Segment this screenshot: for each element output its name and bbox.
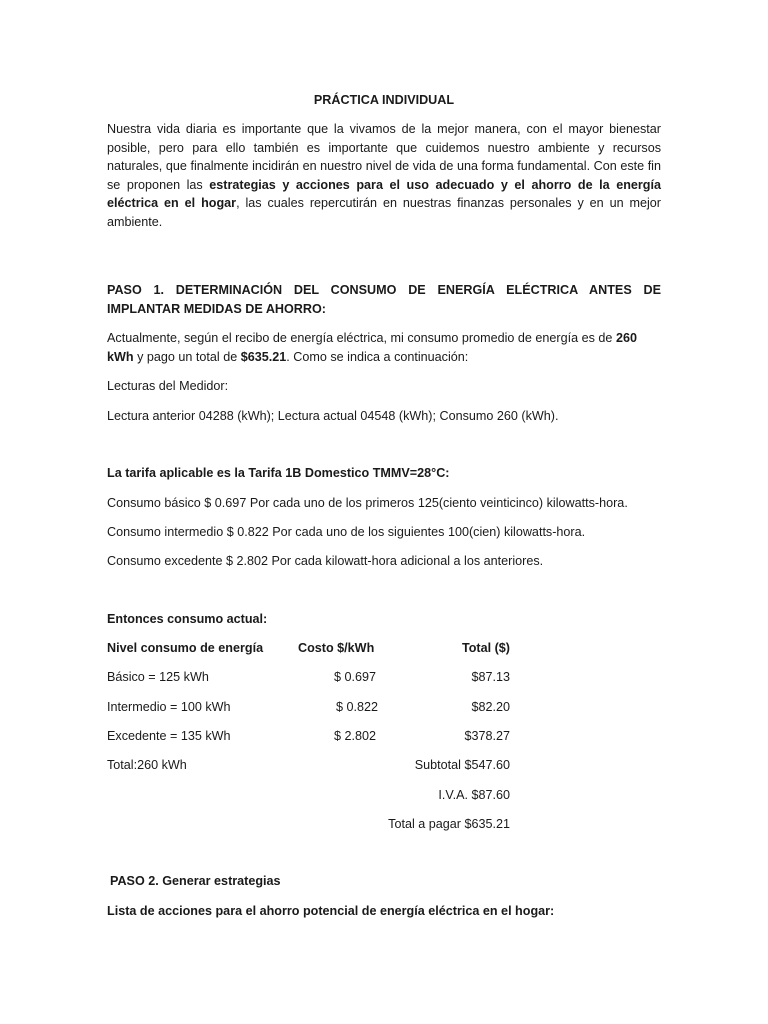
intro-text-2: , las cuales repercutirán en nuestras finanzas personales y en un mejor ambiente. (107, 196, 661, 229)
tarifa-line: Consumo excedente $ 2.802 Por cada kilowatt-hora adicional a los anteriores. (107, 554, 544, 568)
table-cell: Intermedio = 100 kWh (107, 700, 231, 714)
table-header: Nivel consumo de energía (107, 641, 264, 655)
paso2-heading: PASO 2. Generar estrategias (110, 874, 281, 888)
tarifa-title: La tarifa aplicable es la Tarifa 1B Domestico TMMV=28°C: (107, 466, 450, 480)
paso1-text-b: y pago un total de (133, 349, 241, 364)
lecturas-text: Lectura anterior 04288 (kWh); Lectura actual 04548 (kWh); Consumo 260 (kWh). (107, 409, 559, 423)
table-cell: $87.13 (471, 670, 510, 684)
paso1-paragraph (107, 329, 661, 366)
paso1-text-a: Actualmente, según el recibo de energía eléctrica, mi consumo promedio de energía es de (107, 331, 616, 345)
table-cell: $ 2.802 (333, 729, 376, 743)
table-cell: $82.20 (471, 700, 510, 714)
paso2-list-title: Lista de acciones para el ahorro potencial de energía eléctrica en el hogar: (107, 904, 555, 918)
intro-text-bold: estrategias y acciones para el uso adecuado y el ahorro de la energía eléctrica en el hogar (107, 177, 661, 211)
tarifa-line: Consumo intermedio $ 0.822 Por cada uno de los siguientes 100(cien) kilowatts-hora. (107, 525, 586, 539)
paso1-kwh: 260 kWh (107, 331, 637, 364)
table-cell: $378.27 (464, 729, 510, 743)
table-cell: $ 0.822 (335, 700, 378, 714)
intro-paragraph (107, 120, 661, 232)
table-header: Costo $/kWh (298, 641, 375, 655)
consumo-heading: Entonces consumo actual: (107, 612, 268, 626)
total-a-pagar: Total a pagar $635.21 (388, 817, 510, 831)
lecturas-title: Lecturas del Medidor: (107, 379, 229, 393)
tarifa-line: Consumo básico $ 0.697 Por cada uno de los primeros 125(ciento veinticinco) kilowatts-hora. (107, 496, 628, 510)
paso1-total: $635.21 (240, 349, 287, 364)
table-cell: Excedente = 135 kWh (107, 729, 231, 743)
paso1-heading: PASO 1. DETERMINACIÓN DEL CONSUMO DE ENERGÍA ELÉCTRICA ANTES DE IMPLANTAR MEDIDAS DE AHORRO: (107, 283, 661, 316)
subtotal: Subtotal $547.60 (414, 758, 510, 772)
paso1-text-c: . Como se indica a continuación: (286, 349, 469, 364)
total-kwh: Total:260 kWh (107, 758, 187, 772)
intro-text-1: Nuestra vida diaria es importante que la vivamos de la mejor manera, con el mayor bienestar posible, pero para ello también es importante que cuidemos nuestro ambiente y recursos naturales, que finalmente incidirán en nuestro nivel de vida de una forma fundamental. Con este fin se proponen las (107, 122, 661, 192)
table-header: Total ($) (461, 641, 510, 655)
page-title: PRÁCTICA INDIVIDUAL (313, 93, 455, 107)
table-cell: $ 0.697 (333, 670, 376, 684)
iva: I.V.A. $87.60 (438, 788, 510, 802)
table-cell: Básico = 125 kWh (107, 670, 209, 684)
